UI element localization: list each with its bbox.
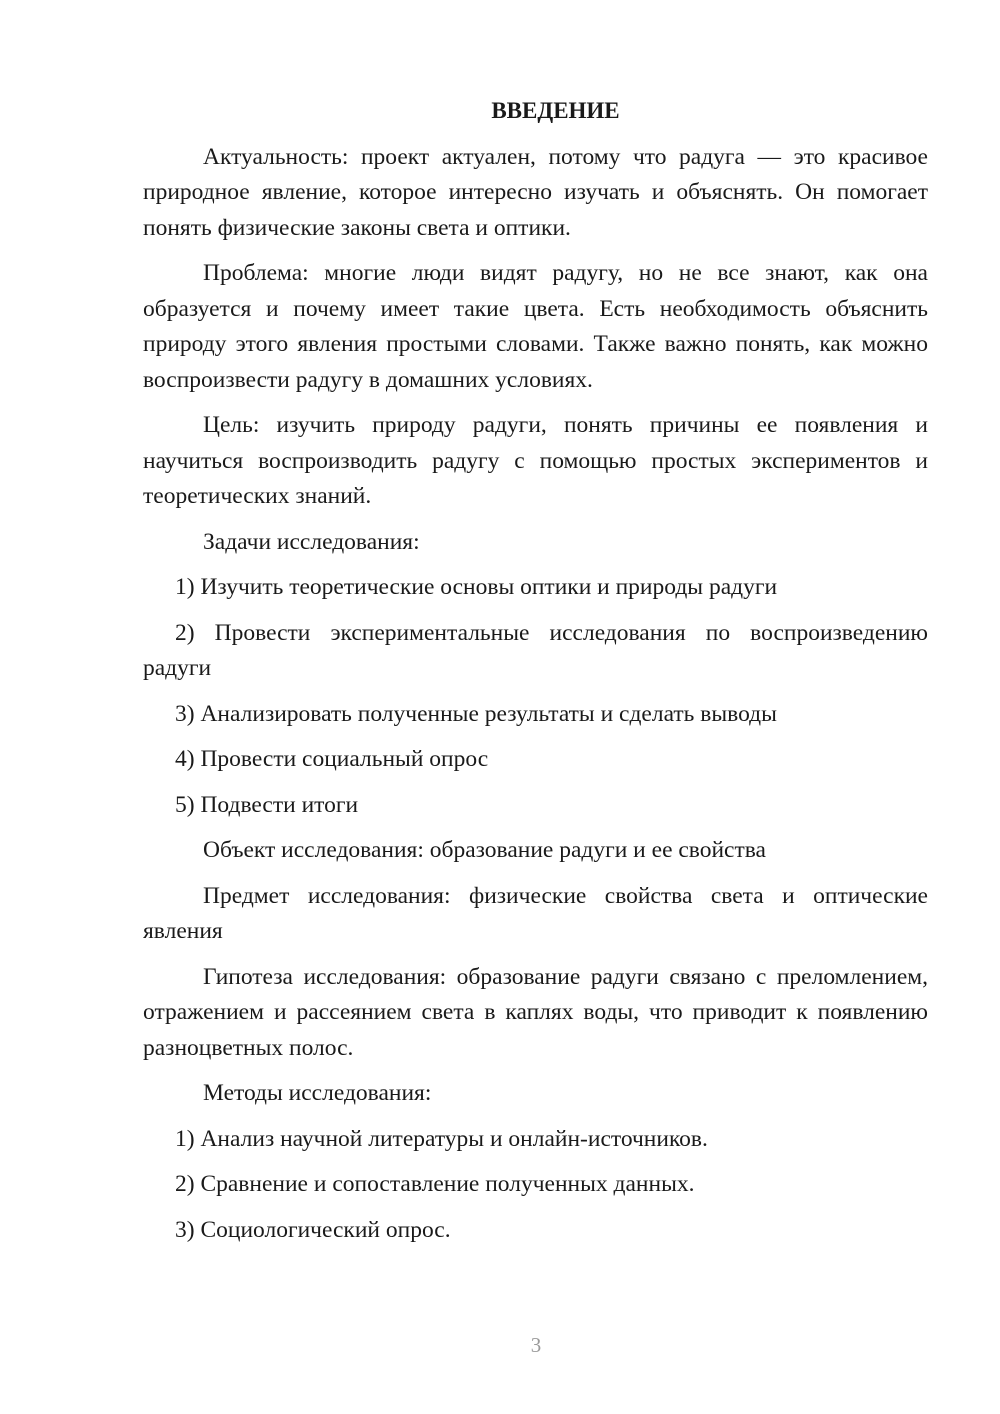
page-title: ВВЕДЕНИЕ	[491, 98, 620, 123]
method-item: 1) Анализ научной литературы и онлайн-источников.	[175, 1125, 708, 1152]
tasks-heading: Задачи исследования:	[203, 528, 420, 555]
problem-paragraph: Проблема: многие люди видят радугу, но не все знают, как она образуется и почему имеет такие цвета. Есть необходимость объяснить природу этого явления простыми словами. Также важно понять, как можно воспроизвести радугу в домашних условиях.	[143, 260, 928, 393]
task-item: 2) Провести экспериментальные исследования по воспроизведению радуги	[143, 619, 928, 681]
task-item: 4) Провести социальный опрос	[175, 746, 489, 772]
relevance-paragraph: Актуальность: проект актуален, потому что радуга — это красивое природное явление, которое интересно изучать и объяснять. Он помогает понять физические законы света и оптики.	[143, 143, 928, 241]
object-paragraph: Объект исследования: образование радуги и ее свойства	[203, 837, 766, 863]
method-item: 2) Сравнение и сопоставление полученных данных.	[175, 1171, 695, 1197]
goal-paragraph: Цель: изучить природу радуги, понять причины ее появления и научиться воспроизводить радугу с помощью простых экспериментов и теоретических знаний.	[143, 412, 928, 509]
task-item: 5) Подвести итоги	[175, 791, 359, 818]
task-item: 1) Изучить теоретические основы оптики и природы радуги	[175, 574, 778, 600]
page-number: 3	[530, 1333, 542, 1357]
page-content	[143, 93, 928, 1258]
subject-paragraph: Предмет исследования: физические свойства света и оптические явления	[143, 882, 928, 944]
method-item: 3) Социологический опрос.	[175, 1216, 451, 1243]
methods-heading: Методы исследования:	[203, 1080, 432, 1106]
hypothesis-paragraph: Гипотеза исследования: образование радуги связано с преломлением, отражением и рассеянием света в каплях воды, что приводит к появлению разноцветных полос.	[143, 963, 928, 1061]
task-item: 3) Анализировать полученные результаты и сделать выводы	[175, 700, 777, 727]
